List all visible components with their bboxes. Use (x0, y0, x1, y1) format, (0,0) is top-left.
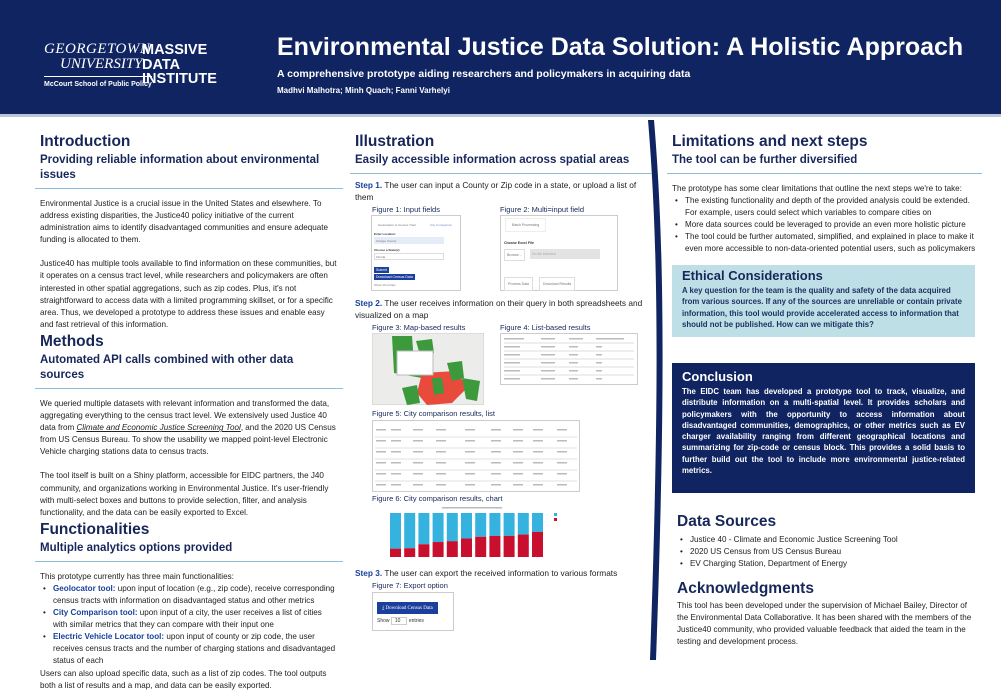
divider (35, 561, 343, 562)
intro-title: Introduction (40, 133, 131, 150)
limitations-title: Limitations and next steps (672, 133, 868, 150)
poster-header (0, 0, 1001, 117)
figure-7-export-option: ⤓ Download Census Data Show 10 entries (372, 592, 454, 631)
table-cell (413, 473, 423, 475)
table-cell (436, 484, 446, 486)
list-item: • More data sources could be leveraged to provide an even more holistic picture (672, 219, 977, 231)
browse-button[interactable]: Browse... (504, 249, 525, 261)
table-cell (533, 429, 543, 431)
list-item: • Justice 40 - Climate and Economic Justice Screening Tool (677, 534, 977, 546)
list-item: • City Comparison tool: upon input of a city, the user receives a list of cities with similar metrics that they can compare with their input one (40, 607, 338, 631)
download-census-data-button[interactable]: ⤓ Download Census Data (377, 602, 438, 614)
poster-title: Environmental Justice Data Solution: A Holistic Approach (277, 33, 964, 61)
table-cell (533, 462, 543, 464)
table-cell (557, 451, 567, 453)
bar-segment-blue (489, 513, 500, 536)
table-cell (557, 462, 567, 464)
bar-segment-red (504, 536, 515, 557)
table-cell (557, 473, 567, 475)
illustration-subtitle: Easily accessible information across spatial areas (355, 154, 630, 166)
table-cell (391, 451, 401, 453)
city-comparison-table (373, 421, 579, 491)
massive-data-institute-logo: MASSIVE DATA INSTITUTE (142, 42, 217, 87)
table-cell (391, 473, 401, 475)
table-cell (436, 462, 446, 464)
table-cell (533, 440, 543, 442)
bar-segment-blue (390, 513, 401, 549)
table-cell (513, 440, 523, 442)
methods-subtitle: Automated API calls combined with other data sources (40, 353, 294, 381)
download-results-button[interactable]: Download Results (539, 277, 575, 291)
limitations-list (672, 195, 977, 255)
download-census-data-button[interactable]: Download Census Data (376, 275, 413, 279)
bar-segment-blue (447, 513, 458, 541)
methods-title: Methods (40, 332, 104, 350)
table-cell (436, 451, 446, 453)
legend-swatch (554, 518, 557, 521)
figure-4-list-results (500, 333, 638, 385)
list-item: • Geolocator tool: upon input of location (e.g., zip code), receive corresponding census tracts with information on disadvantaged status and other metrics (40, 583, 338, 607)
bar-segment-red (418, 544, 429, 557)
cejst-link[interactable]: Climate and Economic Justice Screening Tool (76, 423, 241, 433)
bar-segment-blue (418, 513, 429, 544)
table-cell (557, 440, 567, 442)
figure-5-city-comparison-table (372, 420, 580, 492)
table-cell (413, 440, 423, 442)
table-cell (413, 484, 423, 486)
table-cell (391, 440, 401, 442)
table-cell (391, 429, 401, 431)
table-cell (513, 462, 523, 464)
bar-segment-red (404, 548, 415, 557)
table-cell (513, 429, 523, 431)
table-cell (376, 484, 386, 486)
table-cell (533, 451, 543, 453)
table-cell (465, 462, 475, 464)
middle-column: Illustration Easily accessible information across spatial areas Step 1. The user can input a County or Zip code in a state, or upload a list of them Figure 1: Input fields Figure 2: Multi=input field Geolocation to Census Tract City Comparison Enter Location: Orange County Choose a State(s): Florida Submit Download Census Data Show 10 entries Batch Processing Choose Excel File Browse... No file selected Process Data Download Results Step 2. The user receives information on their query in both spreadsheets and visualized on a map Figure 3: Map-based results Figure 4: List-based results Figure 5: City comparison results, list Figure 6: City comparison results, chart Step 3. The user can export the received information to various formats Figure 7: Export option ⤓ Download Census Data Show 10 entries (355, 133, 647, 631)
submit-button[interactable]: Submit (376, 268, 387, 272)
table-cell (491, 484, 501, 486)
authors: Madhvi Malhotra; Minh Quach; Fanni Varhelyi (277, 86, 450, 95)
figure-1-input-fields: Geolocation to Census Tract City Comparison Enter Location: Orange County Choose a State(s): Florida Submit Download Census Data Show 10 entries (371, 215, 461, 291)
bar-segment-red (433, 542, 444, 557)
limitations-subtitle: The tool can be further diversified (672, 154, 858, 166)
bar-segment-blue (532, 513, 543, 532)
table-cell (436, 440, 446, 442)
process-data-button[interactable]: Process Data (504, 277, 533, 291)
divider (350, 173, 652, 174)
table-cell (376, 440, 386, 442)
table-cell (376, 429, 386, 431)
table-cell (376, 451, 386, 453)
bar-segment-red (447, 541, 458, 557)
list-item: • The tool could be further automated, simplified, and explained in place to make it even more accessible to non-data-oriented potential users, such as policymakers (672, 231, 977, 255)
results-table (501, 334, 637, 384)
bar-segment-red (532, 532, 543, 557)
table-cell (465, 429, 475, 431)
entries-select[interactable]: 10 (391, 617, 408, 625)
table-cell (413, 462, 423, 464)
bar-segment-blue (461, 513, 472, 539)
right-column: Limitations and next steps The tool can be further diversified The prototype has some clear limitations that outline the next steps we're to take: • The existing functionality and depth of the provided analysis could be extended. For example, users could select which variables to compare cities on • More data sources could be leveraged to provide an even more holistic picture • The tool could be further automated, simplified, and explained in place to make it even more accessible to non-data-oriented potential users, such as policymakers (672, 133, 977, 256)
conclusion-box: Conclusion The EIDC team has developed a prototype tool to track, visualize, and distribute information on a multi-spatial level. It provides scholars and policymakers with the opportunity to access information about disadvantaged communities, demographics, or other metrics such as EV charger availability ranging from different geographical locations and summarizing for zip-code or census block. This provides a solid basis to further build out the tool to include more environmental justice-related metrics. (672, 363, 975, 493)
table-cell (465, 473, 475, 475)
list-item: • 2020 US Census from US Census Bureau (677, 546, 977, 558)
table-cell (491, 473, 501, 475)
table-cell (491, 429, 501, 431)
bar-segment-blue (504, 513, 515, 536)
bar-segment-blue (518, 513, 529, 535)
functionalities-title: Functionalities (40, 520, 150, 538)
bar-segment-red (489, 536, 500, 557)
table-cell (533, 484, 543, 486)
figure-3-map (372, 333, 484, 405)
list-item: • The existing functionality and depth of the provided analysis could be extended. For example, users could select which variables to compare cities on (672, 195, 977, 219)
left-column: Introduction Providing reliable information about environmental issues Environmental Justice is a crucial issue in the United States and elsewhere. To address existing disparities, the Justice40 policy initiative of the current administration aims to identify disadvantaged communities and ensure adequate funding is allocated to them. Justice40 has multiple tools available to find information on these communities, but it operates on a census tract level, while researchers and policymakers are often interested in other spatial aggregations, such as zip codes. Plus, it's not straightforward to access data with a limited programming skillset, or for a specific area. Thus, we developed a prototype to address these issues and enable easy and fast retrieval of this information. Methods Automated API calls combined with other data sources We queried multiple datasets with relevant information and transformed the data, aggregating everything to the census tract level. We extensively used Justice 40 data from Climate and Economic Justice Screening Tool, and the 2020 US Census from US Census Bureau. To show the usability we mapped point-level Electronic Vehicle charging stations data to census tracts. The tool itself is built on a Shiny platform, accessible for EIDC partners, the J40 community, and organizations working in Environmental Justice. It's user-friendly with multi-select boxes and buttons to provide selection, filter, and analysis functionality, and the data can be easily exported to Excel. Functionalities Multiple analytics options provided This prototype currently has three main functionalities: • Geolocator tool: upon input of location (e.g., zip code), receive corresponding census tracts with information on disadvantaged status and other metrics • City Comparison tool: upon input of a city, the user receives a list of cities with similar metrics that they can compare with their input one • Electric Vehicle Locator tool: upon input of county or zip code, the user receives census tracts and the number of charging stations and disadvantaged status of each Users can also upload specific data, such as a list of zip codes. The tool outputs both a list of results and a map, and data can be easily exported. (40, 133, 338, 692)
bar-segment-blue (404, 513, 415, 548)
table-cell (376, 473, 386, 475)
divider (35, 388, 343, 389)
list-item: • Electric Vehicle Locator tool: upon input of county or zip code, the user receives census tracts and the number of charging stations and disadvantaged status of each (40, 631, 338, 667)
table-cell (557, 484, 567, 486)
table-cell (391, 484, 401, 486)
bar-segment-blue (433, 513, 444, 542)
bar-segment-red (390, 549, 401, 557)
table-cell (465, 440, 475, 442)
illustration-title: Illustration (355, 133, 435, 150)
georgetown-logo: GEORGETOWN UNIVERSITY McCourt School of Public Policy (44, 41, 152, 88)
figure-6-stacked-bar-chart (372, 505, 602, 565)
divider (667, 173, 982, 174)
table-cell (376, 462, 386, 464)
data-sources-section: Data Sources • Justice 40 - Climate and Economic Justice Screening Tool • 2020 US Census from US Census Bureau • EV Charging Station, Department of Energy (677, 513, 977, 570)
table-cell (533, 473, 543, 475)
ethical-considerations-box: Ethical Considerations A key question for the team is the quality and safety of the data acquired from various sources. If any of the sources are unreliable or contain private information, this tool would provide accelerated access to information that should not be published. How can we mitigate this? (672, 265, 975, 337)
divider (35, 188, 343, 189)
bar-segment-red (518, 535, 529, 557)
table-cell (491, 462, 501, 464)
table-cell (513, 451, 523, 453)
intro-subtitle: Providing reliable information about environmental issues (40, 154, 320, 181)
bar-segment-red (461, 539, 472, 557)
list-item: • EV Charging Station, Department of Energy (677, 558, 977, 570)
acknowledgments-section: Acknowledgments This tool has been developed under the supervision of Michael Bailey, Director of the Environmental Data Collaborative. It has been shared with the members of the Justice40 community, who provided valuable feedback that aided the team in the testing and development process. (677, 580, 972, 647)
table-cell (465, 484, 475, 486)
functionality-list (40, 583, 338, 668)
table-cell (513, 473, 523, 475)
table-cell (491, 451, 501, 453)
bar-segment-red (475, 537, 486, 557)
table-cell (391, 462, 401, 464)
table-cell (436, 429, 446, 431)
table-cell (465, 451, 475, 453)
legend-swatch (554, 513, 557, 516)
table-cell (557, 429, 567, 431)
bar-segment-blue (475, 513, 486, 537)
table-cell (413, 429, 423, 431)
functionalities-subtitle: Multiple analytics options provided (40, 541, 233, 554)
table-cell (491, 440, 501, 442)
table-cell (513, 484, 523, 486)
table-cell (413, 451, 423, 453)
figure-2-multi-input: Batch Processing Choose Excel File Browse... No file selected Process Data Download Results (500, 215, 618, 291)
table-cell (436, 473, 446, 475)
chart-title (442, 507, 502, 509)
poster-subtitle: A comprehensive prototype aiding researchers and policymakers in acquiring data (277, 68, 691, 80)
